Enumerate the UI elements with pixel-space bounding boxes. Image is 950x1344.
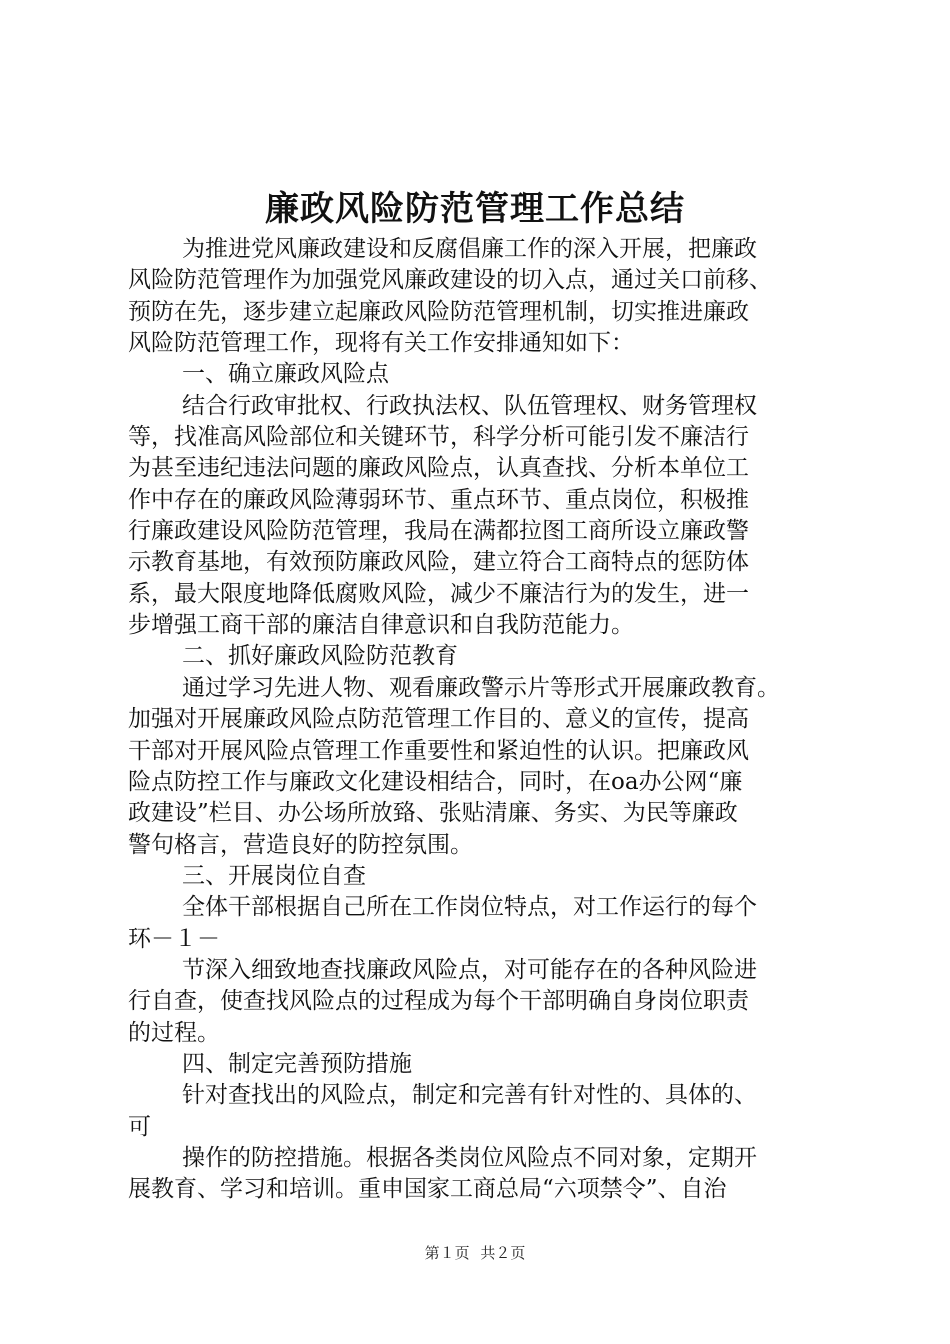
body-line: 预防在先，逐步建立起廉政风险防范管理机制，切实推进廉政 [128, 298, 749, 325]
body-line: 三、开展岗位自查 [182, 862, 366, 889]
document-body [128, 234, 840, 1206]
body-line: 针对查找出的风险点，制定和完善有针对性的、具体的、 [182, 1082, 757, 1109]
body-line: 险点防控工作与廉政文化建设相结合，同时，在oa办公网“廉 [128, 768, 743, 795]
body-line: 可 [128, 1113, 151, 1140]
body-line: 行廉政建设风险防范管理，我局在满都拉图工商所设立廉政警 [128, 518, 749, 545]
body-line: 行自查，使查找风险点的过程成为每个干部明确自身岗位职责 [128, 988, 749, 1015]
body-line: 政建设”栏目、办公场所放臵、张贴清廉、务实、为民等廉政 [128, 800, 738, 827]
page-footer [0, 1242, 950, 1264]
body-line: 四、制定完善预防措施 [182, 1050, 412, 1077]
body-line: 的过程。 [128, 1019, 220, 1046]
body-line: 展教育、学习和培训。重申国家工商总局“六项禁令”、自治 [128, 1176, 727, 1203]
page-total: 共２页 [480, 1244, 526, 1262]
body-line: 操作的防控措施。根据各类岗位风险点不同对象，定期开 [182, 1144, 757, 1171]
body-line: 加强对开展廉政风险点防范管理工作目的、意义的宣传，提高 [128, 706, 749, 733]
body-line: 作中存在的廉政风险薄弱环节、重点环节、重点岗位，积极推 [128, 486, 749, 513]
body-line: 通过学习先进人物、观看廉政警示片等形式开展廉政教育。 [182, 674, 780, 701]
body-line: 为甚至违纪违法问题的廉政风险点，认真查找、分析本单位工 [128, 455, 749, 482]
body-line: 一、确立廉政风险点 [182, 361, 389, 388]
body-line: 为推进党风廉政建设和反腐倡廉工作的深入开展，把廉政 [182, 236, 757, 262]
body-line: 风险防范管理作为加强党风廉政建设的切入点，通过关口前移、 [128, 267, 772, 294]
body-line: 结合行政审批权、行政执法权、队伍管理权、财务管理权 [182, 392, 757, 419]
body-line: 节深入细致地查找廉政风险点，对可能存在的各种风险进 [182, 956, 757, 983]
body-line: 二、抓好廉政风险防范教育 [182, 643, 458, 670]
body-line: 干部对开展风险点管理工作重要性和紧迫性的认识。把廉政风 [128, 737, 749, 764]
body-line: 等，找准高风险部位和关键环节，科学分析可能引发不廉洁行 [128, 424, 749, 451]
body-line: 步增强工商干部的廉洁自律意识和自我防范能力。 [128, 612, 634, 639]
body-line: 警句格言，营造良好的防控氛围。 [128, 831, 473, 858]
body-line: 全体干部根据自己所在工作岗位特点，对工作运行的每个 [182, 894, 757, 921]
page-number: 第１页 [424, 1244, 470, 1262]
body-line: 系，最大限度地降低腐败风险，减少不廉洁行为的发生，进一 [128, 580, 749, 607]
body-line: 示教育基地，有效预防廉政风险，建立符合工商特点的惩防体 [128, 549, 749, 576]
body-line: 环－１－ [128, 925, 220, 952]
document-title: 廉政风险防范管理工作总结 [265, 189, 685, 229]
body-line: 风险防范管理工作，现将有关工作安排通知如下： [128, 330, 634, 357]
